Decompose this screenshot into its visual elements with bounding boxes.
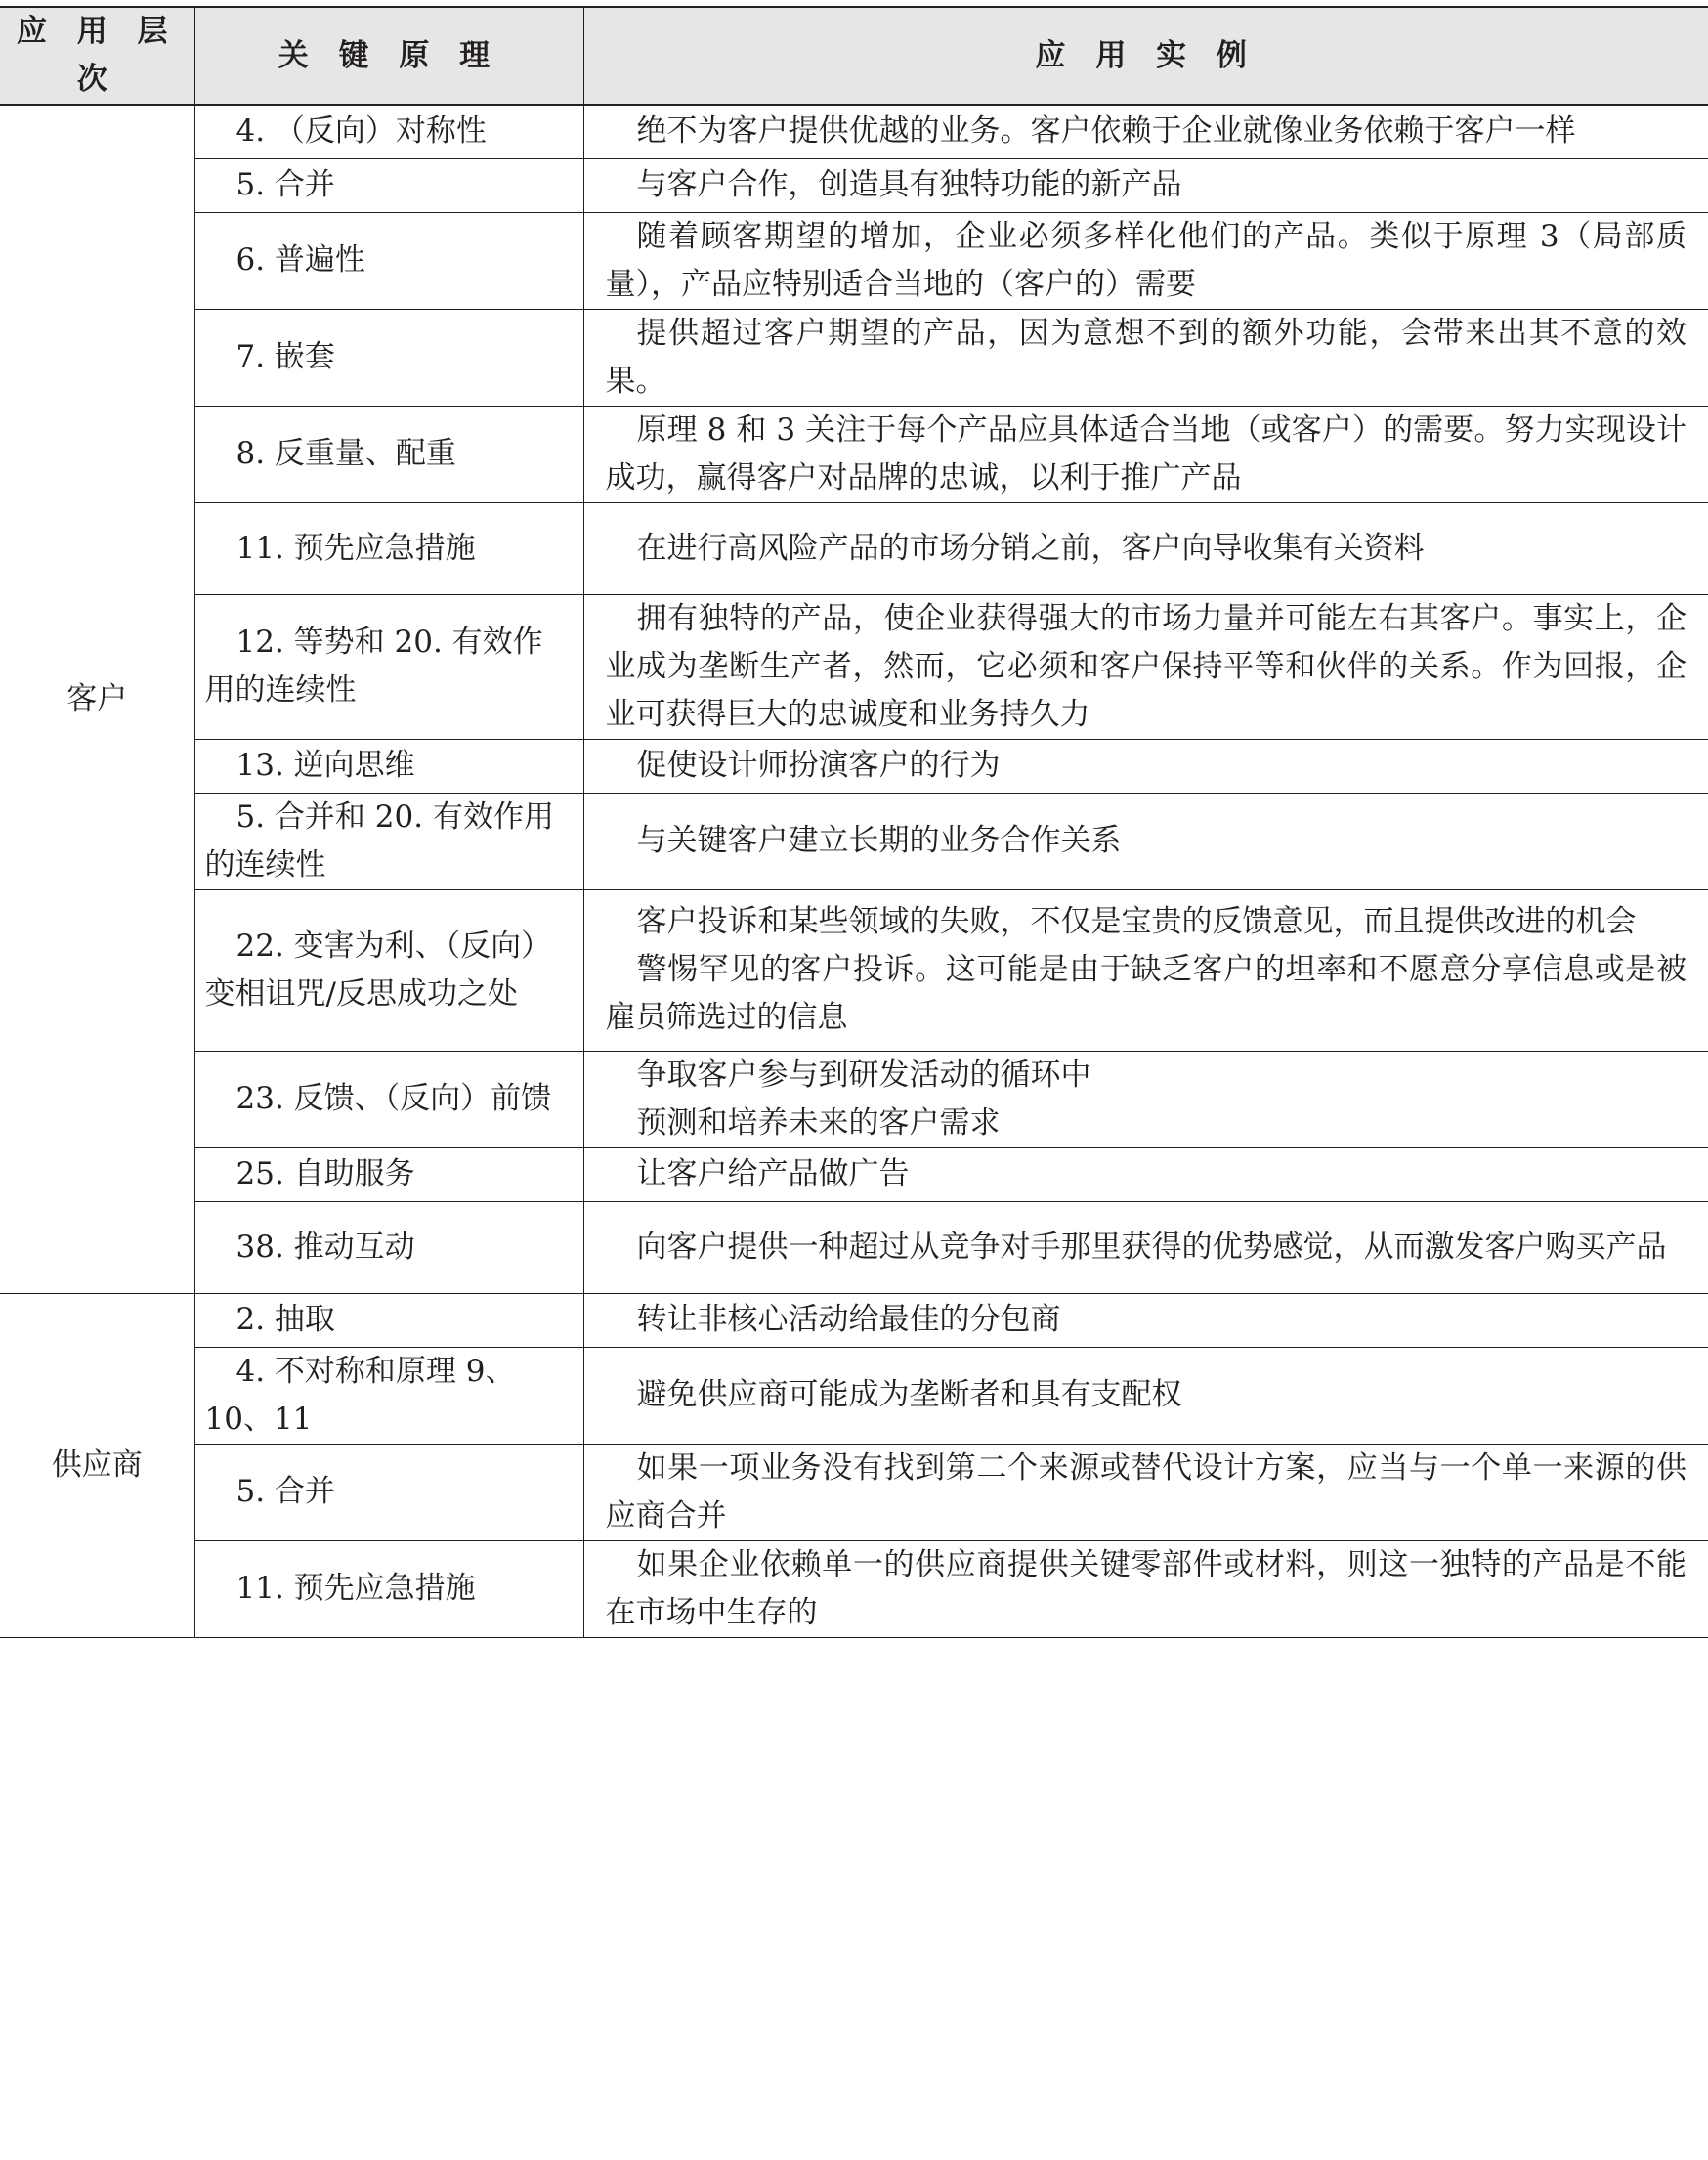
example-cell	[583, 502, 1708, 594]
principle-text: 11. 预先应急措施	[235, 530, 476, 566]
example-cell	[583, 309, 1708, 406]
example-text: 与关键客户建立长期的业务合作关系	[636, 823, 1122, 858]
header-example: 应 用 实 例	[583, 7, 1708, 105]
principle-cell	[194, 502, 583, 594]
principle-text: 23. 反馈、（反向）前馈	[235, 1081, 552, 1116]
principle-text: 4. （反向）对称性	[235, 113, 487, 150]
table-row	[0, 594, 1708, 739]
example-text: 拥有独特的产品，使企业获得强大的市场力量并可能左右其客户。事实上，企业成为垄断生产者，然而，它必须和客户保持平等和伙伴的关系。作为回报，企业可获得巨大的忠诚度和业务持久力	[605, 600, 1687, 732]
table-row	[0, 406, 1708, 502]
example-cell	[583, 1147, 1708, 1201]
example-cell	[583, 1540, 1708, 1637]
principle-cell	[194, 1051, 583, 1147]
triz-application-table	[0, 6, 1708, 1638]
table-row	[0, 309, 1708, 406]
example-text: 提供超过客户期望的产品，因为意想不到的额外功能，会带来出其不意的效果。	[605, 315, 1687, 399]
example-text: 客户投诉和某些领域的失败，不仅是宝贵的反馈意见，而且提供改进的机会	[636, 904, 1637, 939]
example-cell	[583, 1201, 1708, 1293]
principle-cell	[194, 1147, 583, 1201]
principle-text: 5. 合并和 20. 有效作用的连续性	[204, 799, 554, 883]
example-cell	[583, 105, 1708, 158]
table-row	[0, 105, 1708, 158]
example-cell	[583, 1293, 1708, 1347]
example-text: 避免供应商可能成为垄断者和具有支配权	[636, 1377, 1182, 1412]
principle-text: 12. 等势和 20. 有效作用的连续性	[204, 625, 543, 708]
example-cell	[583, 158, 1708, 212]
table-row	[0, 1444, 1708, 1540]
table-row	[0, 1293, 1708, 1347]
example-text: 转让非核心活动给最佳的分包商	[636, 1302, 1061, 1337]
example-text: 在进行高风险产品的市场分销之前，客户向导收集有关资料	[636, 530, 1425, 566]
example-text: 警惕罕见的客户投诉。这可能是由于缺乏客户的坦率和不愿意分享信息或是被雇员筛选过的信息	[605, 952, 1687, 1035]
table-row	[0, 1347, 1708, 1444]
principle-cell	[194, 158, 583, 212]
table-row	[0, 793, 1708, 889]
example-text: 随着顾客期望的增加，企业必须多样化他们的产品。类似于原理 3（局部质量），产品应特别适合当地的（客户的）需要	[605, 218, 1687, 302]
table-row	[0, 889, 1708, 1051]
layer-cell	[0, 1293, 194, 1637]
principle-text: 5. 合并	[235, 167, 335, 202]
header-principle: 关 键 原 理	[194, 7, 583, 105]
principle-cell	[194, 889, 583, 1051]
example-text: 预测和培养未来的客户需求	[636, 1104, 1001, 1141]
principle-text: 8. 反重量、配重	[235, 436, 456, 471]
table-row	[0, 1540, 1708, 1637]
example-cell	[583, 793, 1708, 889]
principle-cell	[194, 309, 583, 406]
table-row	[0, 158, 1708, 212]
example-text: 如果一项业务没有找到第二个来源或替代设计方案，应当与一个单一来源的供应商合并	[605, 1449, 1687, 1534]
principle-text: 38. 推动互动	[235, 1229, 415, 1265]
example-cell	[583, 1347, 1708, 1444]
table-row	[0, 1201, 1708, 1293]
layer-label: 供应商	[51, 1447, 143, 1483]
principle-cell	[194, 739, 583, 793]
principle-cell	[194, 1347, 583, 1444]
table-row	[0, 739, 1708, 793]
table-row	[0, 1051, 1708, 1147]
example-text: 向客户提供一种超过从竞争对手那里获得的优势感觉，从而激发客户购买产品	[636, 1229, 1667, 1265]
principle-text: 4. 不对称和原理 9、10、11	[204, 1353, 516, 1437]
example-text: 与客户合作，创造具有独特功能的新产品	[636, 167, 1182, 202]
example-cell	[583, 739, 1708, 793]
example-cell	[583, 1444, 1708, 1540]
principle-cell	[194, 1540, 583, 1637]
principle-cell	[194, 212, 583, 309]
principle-text: 5. 合并	[235, 1474, 335, 1509]
example-cell	[583, 889, 1708, 1051]
example-text: 绝不为客户提供优越的业务。客户依赖于企业就像业务依赖于客户一样	[636, 113, 1576, 150]
table-row	[0, 502, 1708, 594]
example-cell	[583, 594, 1708, 739]
example-cell	[583, 406, 1708, 502]
header-layer: 应 用 层 次	[0, 7, 194, 105]
example-cell	[583, 212, 1708, 309]
principle-text: 7. 嵌套	[235, 339, 335, 374]
table-row	[0, 212, 1708, 309]
principle-cell	[194, 1444, 583, 1540]
layer-cell	[0, 105, 194, 1293]
principle-text: 6. 普遍性	[235, 242, 365, 278]
principle-cell	[194, 594, 583, 739]
table-row	[0, 1147, 1708, 1201]
principle-text: 11. 预先应急措施	[235, 1571, 476, 1606]
layer-label: 客户	[66, 680, 128, 716]
table-header-row	[0, 7, 1708, 105]
example-text: 促使设计师扮演客户的行为	[636, 748, 1001, 783]
principle-cell	[194, 1201, 583, 1293]
example-text: 争取客户参与到研发活动的循环中	[636, 1057, 1091, 1093]
example-cell	[583, 1051, 1708, 1147]
principle-cell	[194, 793, 583, 889]
example-text: 如果企业依赖单一的供应商提供关键零部件或材料，则这一独特的产品是不能在市场中生存的	[605, 1546, 1687, 1630]
principle-text: 13. 逆向思维	[235, 748, 415, 783]
principle-cell	[194, 1293, 583, 1347]
example-text: 原理 8 和 3 关注于每个产品应具体适合当地（或客户）的需要。努力实现设计成功，赢得客户对品牌的忠诚，以利于推广产品	[605, 411, 1687, 496]
principle-text: 25. 自助服务	[235, 1156, 415, 1191]
principle-cell	[194, 406, 583, 502]
principle-text: 2. 抽取	[235, 1302, 335, 1337]
principle-text: 22. 变害为利、（反向）变相诅咒/反思成功之处	[204, 928, 552, 1012]
table-body	[0, 105, 1708, 1637]
principle-cell	[194, 105, 583, 158]
example-text: 让客户给产品做广告	[636, 1156, 910, 1191]
